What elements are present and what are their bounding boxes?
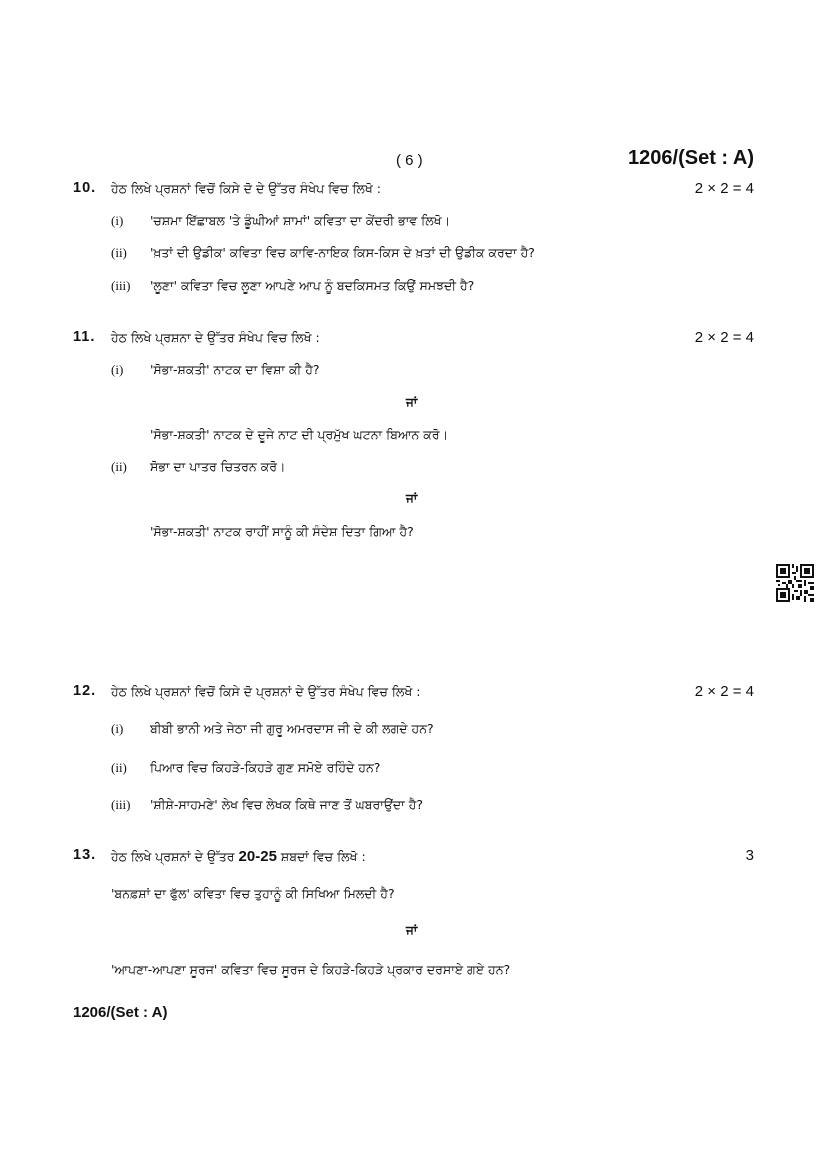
instruction-text-start: ਹੇਠ ਲਿਖੇ ਪ੍ਰਸ਼ਨਾਂ ਦੇ ਉੱਤਰ (111, 849, 235, 864)
or-separator: ਜਾਂ (406, 923, 418, 937)
question-marks: 3 (745, 847, 754, 864)
paper-code-header: 1206/(Set : A) (628, 147, 754, 169)
or-separator: ਜਾਂ (406, 491, 418, 505)
sub-question-text: 'ਸੋਭਾ-ਸ਼ਕਤੀ' ਨਾਟਕ ਦਾ ਵਿਸ਼ਾ ਕੀ ਹੈ? (150, 362, 320, 377)
paper-code-footer: 1206/(Set : A) (73, 1004, 168, 1021)
sub-question-number: (iii) (111, 797, 131, 812)
question-marks: 2 × 2 = 4 (694, 180, 754, 197)
question-number: 10. (73, 180, 97, 196)
sub-question-number: (ii) (111, 459, 127, 474)
question-instruction: ਹੇਠ ਲਿਖੇ ਪ੍ਰਸ਼ਨਾਂ ਵਿਚੋਂ ਕਿਸੇ ਦੋ ਦੇ ਉੱਤਰ ਸੰਖੇਪ ਵਿਚ ਲਿਖੋ : (111, 181, 381, 196)
question-number: 11. (73, 329, 96, 345)
alternative-question-text: 'ਸੋਭਾ-ਸ਼ਕਤੀ' ਨਾਟਕ ਰਾਹੀਂ ਸਾਨੂੰ ਕੀ ਸੰਦੇਸ਼ ਦਿਤਾ ਗਿਆ ਹੈ? (150, 524, 414, 539)
question-marks: 2 × 2 = 4 (694, 683, 754, 700)
sub-question-text: ਸੋਭਾ ਦਾ ਪਾਤਰ ਚਿਤਰਨ ਕਰੋ। (150, 459, 286, 474)
sub-question-text: 'ਲੂਣਾ' ਕਵਿਤਾ ਵਿਚ ਲੂਣਾ ਆਪਣੇ ਆਪ ਨੂੰ ਬਦਕਿਸਮਤ ਕਿਉਂ ਸਮਝਦੀ ਹੈ? (150, 278, 475, 293)
or-separator: ਜਾਂ (406, 395, 418, 409)
sub-question-text: 'ਚਸ਼ਮਾ ਇੱਛਾਬਲ 'ਤੇ ਡੂੰਘੀਆਂ ਸ਼ਾਮਾਂ' ਕਵਿਤਾ ਦਾ ਕੇਂਦਰੀ ਭਾਵ ਲਿਖੋ। (150, 213, 450, 228)
question-instruction: ਹੇਠ ਲਿਖੇ ਪ੍ਰਸ਼ਨਾ ਦੇ ਉੱਤਰ ਸੰਖੇਪ ਵਿਚ ਲਿਖੋ : (111, 330, 320, 345)
sub-question-number: (ii) (111, 760, 127, 775)
question-instruction (111, 848, 366, 865)
sub-question-number: (i) (111, 213, 124, 228)
alternative-question-text: 'ਸੋਭਾ-ਸ਼ਕਤੀ' ਨਾਟਕ ਦੇ ਦੂਜੇ ਨਾਟ ਦੀ ਪ੍ਰਮੁੱਖ ਘਟਨਾ ਬਿਆਨ ਕਰੋ। (150, 427, 448, 442)
word-limit: 20-25 (238, 848, 277, 865)
question-number: 12. (73, 683, 97, 699)
sub-question-text: 'ਸ਼ੀਸ਼ੇ-ਸਾਹਮਣੇ' ਲੇਖ ਵਿਚ ਲੇਖਕ ਕਿਥੇ ਜਾਣ ਤੋਂ ਘਬਰਾਉਂਦਾ ਹੈ? (150, 797, 424, 812)
page-number: ( 6 ) (396, 152, 423, 169)
qr-code-icon (776, 564, 814, 602)
sub-question-number: (ii) (111, 245, 127, 260)
sub-question-text: 'ਖ਼ਤਾਂ ਦੀ ਉਡੀਕ' ਕਵਿਤਾ ਵਿਚ ਕਾਵਿ-ਨਾਇਕ ਕਿਸ-ਕਿਸ ਦੇ ਖ਼ਤਾਂ ਦੀ ਉਡੀਕ ਕਰਦਾ ਹੈ? (150, 245, 535, 260)
sub-question-text: ਪਿਆਰ ਵਿਚ ਕਿਹੜੇ-ਕਿਹੜੇ ਗੁਣ ਸਮੋਏ ਰਹਿੰਦੇ ਹਨ? (150, 760, 381, 775)
question-number: 13. (73, 847, 97, 863)
question-marks: 2 × 2 = 4 (694, 329, 754, 346)
instruction-text-end: ਸ਼ਬਦਾਂ ਵਿਚ ਲਿਖੋ : (280, 849, 366, 864)
sub-question-number: (i) (111, 362, 124, 377)
sub-question-number: (iii) (111, 278, 131, 293)
question-text: 'ਬਨਫ਼ਸ਼ਾਂ ਦਾ ਫੁੱਲ' ਕਵਿਤਾ ਵਿਚ ਤੁਹਾਨੂੰ ਕੀ ਸਿਖਿਆ ਮਿਲਦੀ ਹੈ? (111, 886, 395, 901)
sub-question-text: ਬੀਬੀ ਭਾਨੀ ਅਤੇ ਜੇਠਾ ਜੀ ਗੁਰੂ ਅਮਰਦਾਸ ਜੀ ਦੇ ਕੀ ਲਗਦੇ ਹਨ? (150, 721, 434, 736)
alternative-question-text: 'ਆਪਣਾ-ਆਪਣਾ ਸੂਰਜ' ਕਵਿਤਾ ਵਿਚ ਸੂਰਜ ਦੇ ਕਿਹੜੇ-ਕਿਹੜੇ ਪ੍ਰਕਾਰ ਦਰਸਾਏ ਗਏ ਹਨ? (111, 962, 511, 977)
sub-question-number: (i) (111, 721, 124, 736)
question-instruction: ਹੇਠ ਲਿਖੇ ਪ੍ਰਸ਼ਨਾਂ ਵਿਚੋਂ ਕਿਸੇ ਦੋ ਪ੍ਰਸ਼ਨਾਂ ਦੇ ਉੱਤਰ ਸੰਖੇਪ ਵਿਚ ਲਿਖੋ : (111, 684, 421, 699)
